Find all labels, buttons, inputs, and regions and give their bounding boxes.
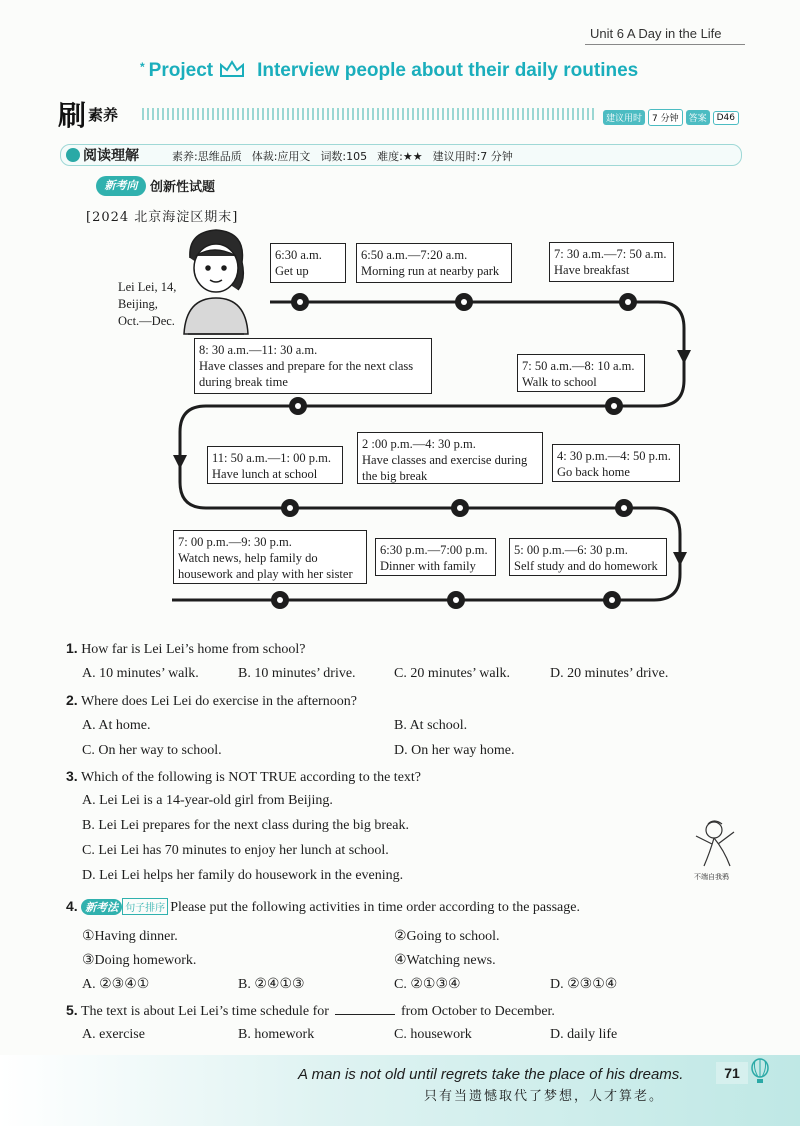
section-title-text: 阅读理解 [83, 148, 139, 164]
schedule-time: 2 :00 p.m.—4: 30 p.m. [362, 437, 476, 451]
question-text: from October to December. [400, 1004, 555, 1019]
schedule-activity: Get up [275, 264, 309, 278]
option[interactable]: C. ②①③④ [394, 977, 461, 992]
question-number: 2. [66, 692, 78, 708]
new-label: 创新性试题 [150, 180, 216, 195]
option[interactable]: B. At school. [394, 718, 468, 733]
brand-label [58, 98, 118, 130]
title-text: Interview people about their daily routines [257, 60, 639, 81]
schedule-box [207, 446, 343, 484]
page-number: 71 [716, 1062, 748, 1084]
brand-big: 刷 [58, 99, 87, 132]
question-3 [66, 768, 421, 786]
option[interactable]: A. 10 minutes’ walk. [82, 666, 199, 681]
type-badge: 句子排序 [122, 898, 168, 915]
schedule-box [173, 530, 367, 584]
schedule-box [357, 432, 543, 484]
meta-item: 建议用时:7 分钟 [432, 150, 513, 163]
bullet-icon [66, 148, 80, 162]
page-title [140, 60, 638, 82]
schedule-time: 7: 30 a.m.—7: 50 a.m. [554, 247, 667, 261]
option[interactable]: D. daily life [550, 1027, 618, 1042]
option[interactable]: B. ②④①③ [238, 977, 305, 992]
source-label: [2024 北京海淀区期末] [86, 210, 239, 225]
option[interactable]: A. Lei Lei is a 14-year-old girl from Beijing. [82, 793, 333, 808]
question-text: Which of the following is NOT TRUE according to the text? [80, 770, 422, 785]
unit-header: Unit 6 A Day in the Life [590, 26, 722, 41]
schedule-time: 8: 30 a.m.—11: 30 a.m. [199, 343, 318, 357]
schedule-time: 4: 30 p.m.—4: 50 p.m. [557, 449, 671, 463]
schedule-time: 6:30 a.m. [275, 248, 322, 262]
option[interactable]: B. homework [238, 1027, 315, 1042]
schedule-time: 6:50 a.m.—7:20 a.m. [361, 248, 468, 262]
schedule-time: 7: 50 a.m.—8: 10 a.m. [522, 359, 635, 373]
option[interactable]: A. At home. [82, 718, 151, 733]
schedule-activity: Have classes and prepare for the next class during break time [199, 359, 414, 389]
schedule-activity: Self study and do homework [514, 559, 658, 573]
option[interactable]: A. ②③④① [82, 977, 150, 992]
person-line: Beijing, [118, 297, 158, 311]
option[interactable]: B. Lei Lei prepares for the next class during the big break. [82, 818, 409, 833]
quote-chinese: 只有当遗憾取代了梦想，人才算老。 [424, 1089, 665, 1104]
schedule-activity: Have classes and exercise during the big break [362, 453, 528, 483]
schedule-time: 7: 00 p.m.—9: 30 p.m. [178, 535, 292, 549]
option[interactable]: D. Lei Lei helps her family do housework in the evening. [82, 868, 404, 883]
answer-label: 答案 [686, 110, 710, 125]
question-number: 4. [66, 898, 78, 914]
activity-item: ①Having dinner. [82, 929, 178, 944]
meta-item: 体裁:应用文 [251, 150, 311, 163]
schedule-activity: Watch news, help family do housework and play with her sister [178, 551, 353, 581]
schedule-time: 5: 00 p.m.—6: 30 p.m. [514, 543, 628, 557]
person-line: Lei Lei, 14, [118, 280, 177, 294]
option[interactable]: C. Lei Lei has 70 minutes to enjoy her lunch at school. [82, 843, 389, 858]
time-value: 7 分钟 [648, 109, 683, 126]
question-number: 1. [66, 640, 78, 656]
schedule-activity: Have lunch at school [212, 467, 318, 481]
person-info [118, 279, 176, 330]
crown-icon [219, 60, 245, 78]
option[interactable]: B. 10 minutes’ drive. [238, 666, 356, 681]
brand-small: 素养 [88, 105, 119, 124]
star-icon: * [140, 60, 145, 74]
project-label: Project [148, 60, 214, 81]
new-method-badge: 新考法 [81, 899, 122, 915]
question-1 [66, 640, 306, 658]
schedule-box [517, 354, 645, 392]
time-label: 建议用时 [603, 110, 645, 125]
meta-item: 素养:思维品质 [172, 150, 242, 163]
option[interactable]: C. housework [394, 1027, 472, 1042]
time-pill [603, 109, 739, 126]
question-number: 3. [66, 768, 78, 784]
cartoon-figure-icon [690, 816, 740, 872]
activity-item: ③Doing homework. [82, 953, 197, 968]
schedule-box [375, 538, 496, 576]
decorative-bar [142, 108, 597, 120]
schedule-box [552, 444, 680, 482]
schedule-box [509, 538, 667, 576]
option[interactable]: C. 20 minutes’ walk. [394, 666, 511, 681]
question-text: How far is Lei Lei’s home from school? [81, 642, 306, 657]
schedule-box [356, 243, 512, 283]
question-number: 5. [66, 1002, 78, 1018]
schedule-time: 11: 50 a.m.—1: 00 p.m. [212, 451, 331, 465]
schedule-activity: Walk to school [522, 375, 597, 389]
schedule-activity: Go back home [557, 465, 630, 479]
quote-english: A man is not old until regrets take the place of his dreams. [298, 1066, 684, 1083]
option[interactable]: D. On her way home. [394, 743, 515, 758]
meta-item: 词数:105 [320, 150, 368, 163]
option[interactable]: D. 20 minutes’ drive. [550, 666, 669, 681]
question-2 [66, 692, 357, 710]
section-title [66, 145, 139, 165]
question-text: Please put the following activities in time order according to the passage. [170, 900, 580, 915]
schedule-activity: Dinner with family [380, 559, 476, 573]
question-text: The text is about Lei Lei’s time schedule for [80, 1004, 329, 1019]
side-caption: 不端自我鸦 [694, 873, 729, 881]
schedule-box [194, 338, 432, 394]
schedule-box [549, 242, 674, 282]
option[interactable]: D. ②③①④ [550, 977, 618, 992]
question-4 [66, 898, 580, 916]
header-divider [585, 44, 745, 45]
person-line: Oct.—Dec. [118, 314, 175, 328]
schedule-box [270, 243, 346, 283]
question-5 [66, 1002, 555, 1020]
balloon-icon [750, 1058, 770, 1084]
activity-item: ④Watching news. [394, 953, 496, 968]
section-meta [172, 148, 513, 164]
schedule-activity: Have breakfast [554, 263, 630, 277]
answer-blank[interactable] [335, 1014, 395, 1015]
question-text: Where does Lei Lei do exercise in the afternoon? [80, 694, 357, 709]
new-badge: 新考向 [96, 176, 146, 196]
schedule-time: 6:30 p.m.—7:00 p.m. [380, 543, 488, 557]
answer-code: D46 [713, 111, 739, 125]
schedule-activity: Morning run at nearby park [361, 264, 500, 278]
activity-item: ②Going to school. [394, 929, 500, 944]
option[interactable]: C. On her way to school. [82, 743, 222, 758]
option[interactable]: A. exercise [82, 1027, 145, 1042]
meta-item: 难度:★★ [377, 150, 423, 163]
